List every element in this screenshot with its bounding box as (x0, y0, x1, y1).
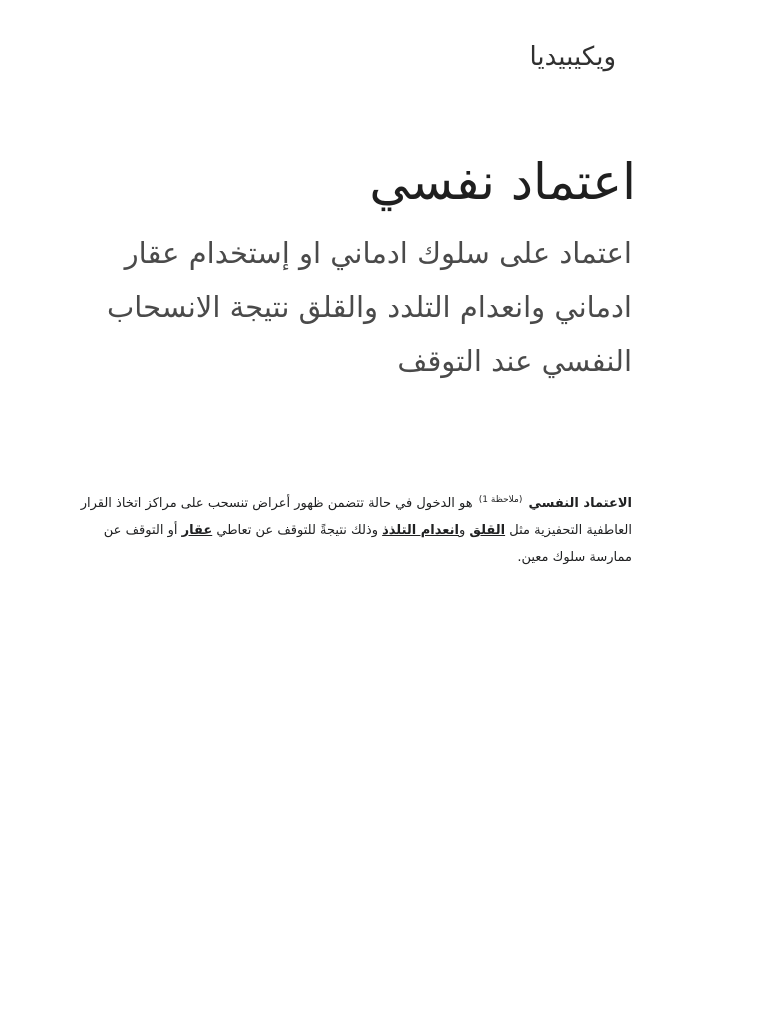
lead-term: الاعتماد النفسي (528, 496, 632, 511)
link-anxiety[interactable]: القلق (469, 523, 506, 538)
lead-text-2: وذلك نتيجةً للتوقف عن تعاطي (216, 523, 378, 538)
article-title: اعتماد نفسي (369, 153, 636, 211)
note-reference-label[interactable]: ملاحظة 1 (482, 494, 519, 505)
article-lead-paragraph (62, 490, 632, 571)
lead-text-3: أو التوقف عن ممارسة سلوك معين. (103, 523, 632, 565)
lead-text-1: هو الدخول في حالة تتضمن ظهور أعراض تنسحب على مراكز اتخاذ القرار العاطفية التحفيزية مثل (80, 496, 632, 538)
link-drug[interactable]: عقار (181, 523, 213, 538)
wikipedia-wordmark[interactable]: ويكيبيديا (529, 42, 616, 72)
lead-conjunction-and: و (458, 523, 466, 538)
article-short-description: اعتماد على سلوك ادماني او إستخدام عقار ادماني وانعدام التلدد والقلق نتيجة الانسحاب النفسي عند التوقف (106, 236, 632, 378)
link-anhedonia[interactable]: انعدام التلذذ (382, 523, 459, 538)
note-reference[interactable]: (ملاحظة 1) (478, 494, 523, 505)
